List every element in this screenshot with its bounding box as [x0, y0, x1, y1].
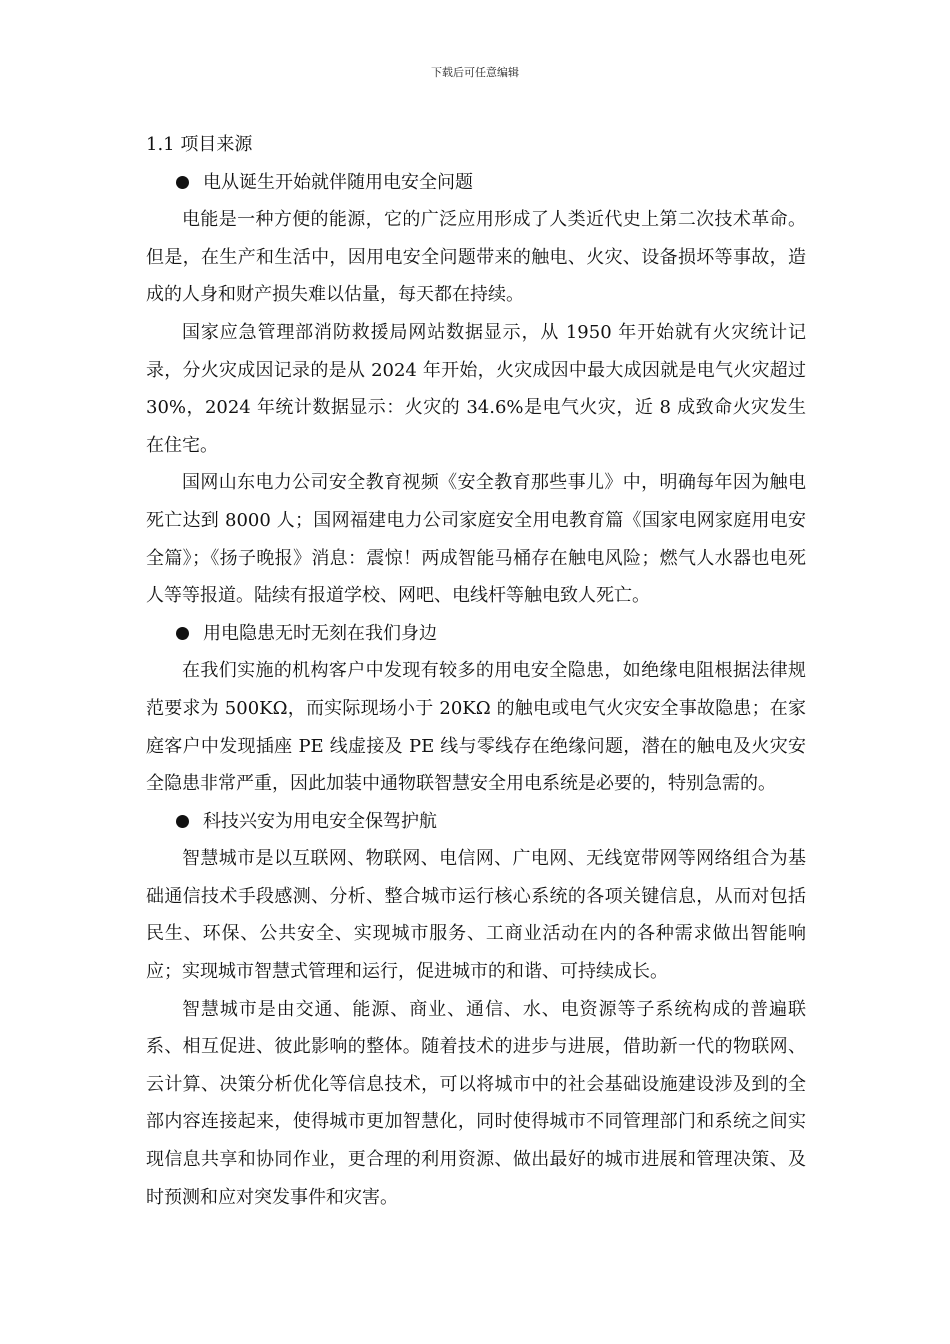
bullet-text: 用电隐患无时无刻在我们身边 [203, 622, 437, 644]
bullet-dot-icon [176, 627, 189, 640]
bullet-text: 科技兴安为用电安全保驾护航 [203, 810, 437, 832]
bullet-text: 电从诞生开始就伴随用电安全问题 [203, 171, 473, 193]
page-header-note: 下载后可任意编辑 [431, 66, 519, 79]
section-title: 1.1 项目来源 [146, 134, 253, 155]
bullet-dot-icon [176, 815, 189, 828]
paragraph: 在我们实施的机构客户中发现有较多的用电安全隐患，如绝缘电阻根据法律规范要求为 500KΩ，而实际现场小于 20KΩ 的触电或电气火灾安全事故隐患；在家庭客户中发现插座 PE 线虚接及 PE 线与零线存在绝缘问题，潜在的触电及火灾安全隐患非常严重，因此加装中通物联智慧安全用电系统是必要的，特别急需的。 [146, 660, 806, 795]
paragraph: 国网山东电力公司安全教育视频《安全教育那些事儿》中，明确每年因为触电死亡达到 8000 人；国网福建电力公司家庭安全用电教育篇《国家电网家庭用电安全篇》；《扬子晚报》消息：震惊！两成智能马桶存在触电风险；燃气人水器也电死人等等报道。陆续有报道学校、网吧、电线杆等触电致人死亡。 [146, 472, 806, 607]
paragraph: 国家应急管理部消防救援局网站数据显示，从 1950 年开始就有火灾统计记录，分火灾成因记录的是从 2024 年开始，火灾成因中最大成因就是电气火灾超过 30%，2024 年统计数据显示：火灾的 34.6%是电气火灾，近 8 成致命火灾发生在住宅。 [146, 321, 806, 456]
bullet-item [146, 803, 806, 841]
bullet-item [146, 164, 806, 202]
paragraph: 电能是一种方便的能源，它的广泛应用形成了人类近代史上第二次技术革命。但是，在生产和生活中，因用电安全问题带来的触电、火灾、设备损坏等事故，造成的人身和财产损失难以估量，每天都在持续。 [146, 209, 806, 306]
paragraph: 智慧城市是以互联网、物联网、电信网、广电网、无线宽带网等网络组合为基础通信技术手段感测、分析、整合城市运行核心系统的各项关键信息，从而对包括民生、环保、公共安全、实现城市服务、工商业活动在内的各种需求做出智能响应；实现城市智慧式管理和运行，促进城市的和谐、可持续成长。 [146, 848, 806, 983]
paragraph: 智慧城市是由交通、能源、商业、通信、水、电资源等子系统构成的普遍联系、相互促进、彼此影响的整体。随着技术的进步与进展，借助新一代的物联网、云计算、决策分析优化等信息技术，可以将城市中的社会基础设施建设涉及到的全部内容连接起来，使得城市更加智慧化，同时使得城市不同管理部门和系统之间实现信息共享和协同作业，更合理的利用资源、做出最好的城市进展和管理决策、及时预测和应对突发事件和灾害。 [146, 998, 806, 1208]
document-body [146, 126, 806, 1216]
bullet-dot-icon [176, 176, 189, 189]
bullet-item [146, 615, 806, 653]
